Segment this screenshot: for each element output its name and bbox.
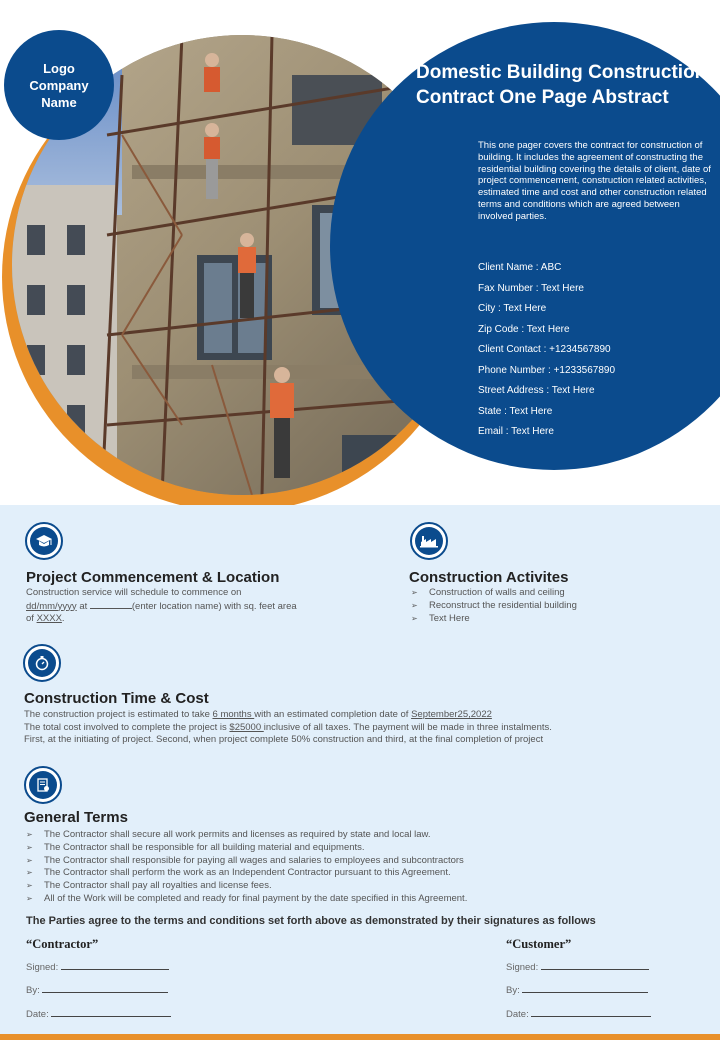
client-detail: Client Name : ABC: [478, 262, 562, 273]
footer-accent-bar: [0, 1034, 720, 1040]
hero-text-block: [416, 60, 712, 437]
commencement-of: of: [26, 613, 37, 624]
signed-label: Signed:: [26, 962, 61, 973]
signature-line: [541, 961, 649, 970]
commencement-end: .: [61, 613, 65, 624]
logo-line: Name: [41, 94, 77, 110]
client-detail: Fax Number : Text Here: [478, 282, 584, 294]
general-terms-list: [24, 829, 704, 906]
company-logo: [4, 30, 114, 140]
list-item: ➢ Reconstruct the residential building: [409, 600, 709, 613]
time-cost-title: Construction Time & Cost: [24, 690, 209, 707]
logo-line: Logo: [43, 60, 75, 76]
commencement-text: [26, 587, 356, 626]
commencement-at: at: [76, 600, 90, 612]
list-item: ➢ Text Here: [409, 613, 709, 626]
client-details: [478, 258, 708, 443]
client-detail: Street Address : Text Here: [478, 385, 595, 396]
contractor-by-field[interactable]: [26, 984, 168, 996]
list-item: ➢ The Contractor shall secure all work permits and licenses as required by state and local law.: [24, 829, 704, 842]
time-cost-l2a: The total cost involved to complete the project is: [24, 721, 230, 733]
time-cost-text: [24, 709, 704, 747]
by-label: By:: [26, 985, 43, 996]
list-item: ➢ All of the Work will be completed and ready for final payment by the date specified in this Agreement.: [24, 893, 704, 906]
time-cost-l2b: inclusive of all taxes. The payment will be made in three instalments.: [263, 721, 552, 733]
client-detail: City : Text Here: [478, 303, 547, 314]
logo-line: Company: [29, 77, 89, 93]
activities-list: [409, 587, 709, 625]
signature-line: [51, 1008, 171, 1017]
time-cost-l1a: The construction project is estimated to take: [24, 709, 213, 720]
time-cost-l3: First, at the initiating of project. Second, when project complete 50% construction and third, at the final completion of project: [24, 734, 544, 745]
commencement-title: Project Commencement & Location: [26, 569, 280, 586]
date-label: Date:: [26, 1009, 52, 1020]
commencement-date: dd/mm/yyyy: [26, 600, 77, 612]
client-detail: Email : Text Here: [478, 426, 554, 437]
list-item: ➢ The Contractor shall be responsible for all building material and equipments.: [24, 842, 704, 855]
customer-by-field[interactable]: [506, 984, 648, 996]
list-item: ➢ The Contractor shall responsible for paying all wages and salaries to employees and subcontractors: [24, 855, 704, 868]
agreement-statement: The Parties agree to the terms and conditions set forth above as demonstrated by their signatures as follows: [26, 915, 596, 927]
commencement-line1: Construction service will schedule to commence on: [26, 587, 242, 598]
list-item: ➢ Construction of walls and ceiling: [409, 587, 709, 600]
client-detail: State : Text Here: [478, 405, 553, 417]
activities-title: Construction Activites: [409, 569, 569, 586]
list-item: ➢ The Contractor shall pay all royalties and license fees.: [24, 880, 704, 893]
stopwatch-icon: [23, 644, 61, 682]
graduation-cap-icon: [25, 522, 63, 560]
contract-icon: [24, 766, 62, 804]
time-cost-amount: $25000: [229, 721, 264, 733]
by-label: By:: [506, 985, 523, 996]
customer-date-field[interactable]: [506, 1008, 651, 1020]
factory-icon: [410, 522, 448, 560]
signature-line: [531, 1008, 651, 1017]
signature-line: [42, 984, 168, 993]
page-title: Domestic Building Construction Contract One Page Abstract: [416, 62, 707, 108]
signature-line: [61, 961, 169, 970]
client-detail: Zip Code : Text Here: [478, 323, 570, 335]
contractor-label: “Contractor”: [26, 937, 99, 951]
client-detail: Client Contact : +1234567890: [478, 344, 611, 355]
client-detail: Phone Number : +1233567890: [478, 364, 616, 376]
time-cost-l1b: with an estimated completion date of: [254, 709, 412, 720]
location-blank: [90, 600, 132, 609]
customer-signed-field[interactable]: [506, 961, 649, 973]
signed-label: Signed:: [506, 962, 541, 973]
page-description: This one pager covers the contract for construction of building. It includes the agreement of constructing the residential building covering the details of client, date of project commencement, construction related activities, estimated time and cost and other construction related terms and conditions which are agreed between involved parties.: [478, 140, 711, 222]
contractor-signed-field[interactable]: [26, 961, 169, 973]
customer-label: “Customer”: [506, 937, 572, 951]
general-terms-title: General Terms: [24, 809, 128, 826]
time-cost-completion-date: September25,2022: [411, 709, 492, 720]
commencement-location: (enter location name) with sq. feet area: [131, 600, 297, 612]
signature-line: [522, 984, 648, 993]
time-cost-duration: 6 months: [212, 709, 255, 720]
contractor-date-field[interactable]: [26, 1008, 171, 1020]
hero-section: [0, 0, 720, 505]
list-item: ➢ The Contractor shall perform the work as an Independent Contractor pursuant to this Agreement.: [24, 867, 704, 880]
commencement-area: XXXX: [36, 613, 62, 624]
date-label: Date:: [506, 1009, 532, 1020]
